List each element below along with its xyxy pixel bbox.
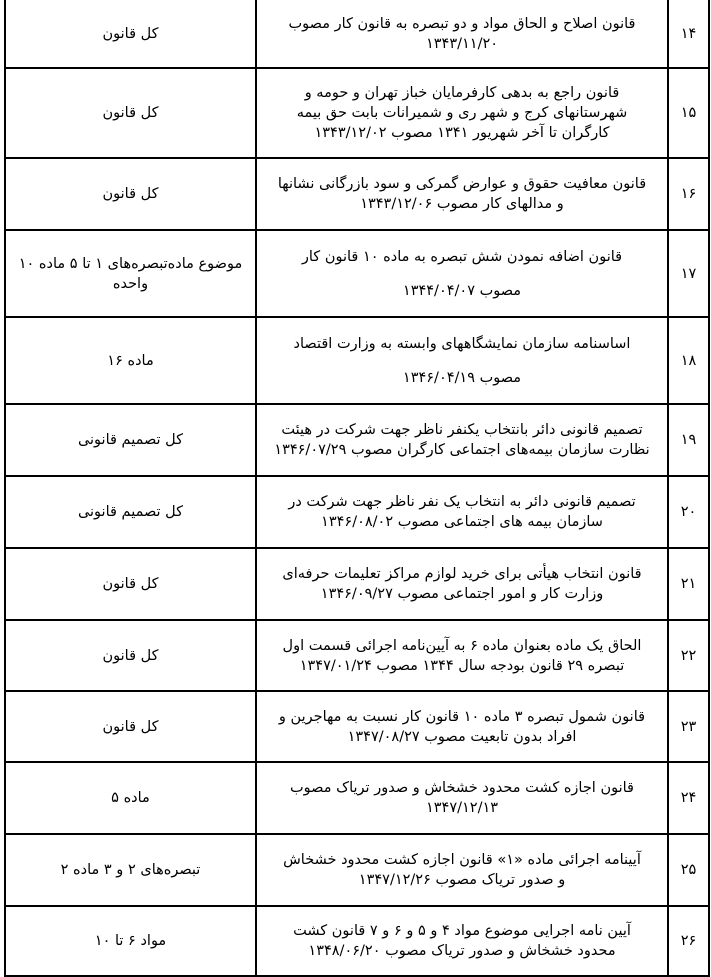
- row-number: ۱۷: [668, 230, 709, 317]
- law-title-line: قانون شمول تبصره ۳ ماده ۱۰ قانون کار نسبت به مهاجرین و: [278, 708, 646, 725]
- law-title-cell: [256, 476, 668, 548]
- scope-cell: کل تصمیم قانونی: [5, 476, 256, 548]
- law-title-cell: [256, 230, 668, 317]
- scope-cell: تبصره‌های ۲ و ۳ ماده ۲: [5, 834, 256, 906]
- law-title-line: و مدالهای کار مصوب ۱۳۴۳/۱۲/۰۶: [360, 196, 564, 212]
- table-row: [5, 230, 709, 317]
- row-number: ۲۲: [668, 620, 709, 691]
- scope-cell: موضوع ماده‌تبصره‌های ۱ تا ۵ ماده ۱۰ واحده: [5, 230, 256, 317]
- table-row: [5, 0, 709, 68]
- law-title-cell: [256, 620, 668, 691]
- law-title-cell: [256, 0, 668, 68]
- law-title-line: آیین نامه اجرایی موضوع مواد ۴ و ۵ و ۶ و ۷ قانون کشت: [293, 923, 631, 939]
- law-title-cell: [256, 158, 668, 230]
- scope-cell: کل قانون: [5, 68, 256, 158]
- table-row: [5, 548, 709, 620]
- table-row: [5, 691, 709, 762]
- law-title-line: تصمیم قانونی دائر بانتخاب یکنفر ناظر جهت شرکت در هیئت: [281, 422, 643, 438]
- row-number: ۲۶: [668, 906, 709, 976]
- law-title-cell: [256, 906, 668, 976]
- law-title-line: [259, 267, 665, 281]
- table-row: [5, 476, 709, 548]
- scope-cell: کل قانون: [5, 158, 256, 230]
- law-title-line: قانون معافیت حقوق و عوارض گمرکی و سود بازرگانی نشانها: [277, 176, 647, 192]
- row-number: ۱۹: [668, 404, 709, 476]
- law-title-cell: [256, 317, 668, 404]
- scope-cell: کل قانون: [5, 548, 256, 620]
- scope-cell: ماده ۱۶: [5, 317, 256, 404]
- law-title-line: [259, 354, 665, 368]
- law-title-cell: [256, 691, 668, 762]
- law-title-line: قانون انتخاب هیأتی برای خرید لوازم مراکز تعلیمات حرفه‌ای: [282, 566, 642, 582]
- row-number: ۲۵: [668, 834, 709, 906]
- table-row: [5, 404, 709, 476]
- law-title-line: ۱۳۴۳/۱۱/۲۰: [425, 35, 499, 52]
- law-title-line: الحاق یک ماده بعنوان ماده ۶ به آیین‌نامه اجرائی قسمت اول: [282, 637, 642, 654]
- law-title-line: کارگران تا آخر شهریور ۱۳۴۱ مصوب ۱۳۴۳/۱۲/۰۲: [314, 125, 610, 141]
- law-title-line: مصوب ۱۳۴۶/۰۴/۱۹: [402, 369, 522, 386]
- row-number: ۱۸: [668, 317, 709, 404]
- row-number: ۱۴: [668, 0, 709, 68]
- scope-cell: ماده ۵: [5, 762, 256, 834]
- law-title-cell: [256, 404, 668, 476]
- law-title-line: نظارت سازمان بیمه‌های اجتماعی کارگران مصوب ۱۳۴۶/۰۷/۲۹: [274, 442, 650, 458]
- row-number: ۱۶: [668, 158, 709, 230]
- law-title-line: محدود خشخاش و صدور تریاک مصوب ۱۳۴۸/۰۶/۲۰: [308, 943, 616, 959]
- scope-cell: کل قانون: [5, 620, 256, 691]
- law-title-cell: [256, 68, 668, 158]
- law-title-line: قانون اضافه نمودن شش تبصره به ماده ۱۰ قانون کار: [301, 248, 623, 265]
- scope-cell: مواد ۶ تا ۱۰: [5, 906, 256, 976]
- law-title-line: ۱۳۴۷/۱۲/۱۳: [425, 800, 499, 816]
- law-title-line: مصوب ۱۳۴۴/۰۴/۰۷: [402, 282, 522, 299]
- law-title-line: قانون راجع به بدهی کارفرمایان خباز تهران و حومه و: [304, 85, 620, 101]
- law-title-line: قانون اصلاح و الحاق مواد و دو تبصره به قانون کار مصوب: [288, 15, 636, 32]
- law-title-line: تصمیم قانونی دائر به انتخاب یک نفر ناظر جهت شرکت در: [288, 494, 636, 510]
- law-title-line: سازمان بیمه های اجتماعی مصوب ۱۳۴۶/۰۸/۰۲: [321, 514, 603, 530]
- table-row: [5, 906, 709, 976]
- scope-cell: کل قانون: [5, 0, 256, 68]
- laws-table-body: [5, 0, 709, 976]
- law-title-cell: [256, 762, 668, 834]
- law-title-line: آیینامه اجرائی ماده «۱» قانون اجازه کشت محدود خشخاش: [283, 852, 641, 868]
- table-row: [5, 158, 709, 230]
- table-row: [5, 762, 709, 834]
- law-title-cell: [256, 548, 668, 620]
- law-title-line: و صدور تریاک مصوب ۱۳۴۷/۱۲/۲۶: [358, 872, 566, 888]
- row-number: ۲۱: [668, 548, 709, 620]
- row-number: ۲۴: [668, 762, 709, 834]
- law-title-line: افراد بدون تابعیت مصوب ۱۳۴۷/۰۸/۲۷: [347, 728, 577, 745]
- law-title-line: قانون اجازه کشت محدود خشخاش و صدور تریاک مصوب: [290, 780, 634, 796]
- table-row: [5, 68, 709, 158]
- table-row: [5, 620, 709, 691]
- law-title-cell: [256, 834, 668, 906]
- law-title-line: وزارت کار و امور اجتماعی مصوب ۱۳۴۶/۰۹/۲۷: [320, 586, 604, 602]
- row-number: ۲۳: [668, 691, 709, 762]
- table-row: [5, 834, 709, 906]
- law-title-line: تبصره ۲۹ قانون بودجه سال ۱۳۴۴ مصوب ۱۳۴۷/۰۱/۲۴: [299, 657, 625, 674]
- row-number: ۲۰: [668, 476, 709, 548]
- scope-cell: کل قانون: [5, 691, 256, 762]
- scope-cell: کل تصمیم قانونی: [5, 404, 256, 476]
- table-row: [5, 317, 709, 404]
- law-title-line: اساسنامه سازمان نمایشگاههای وابسته به وزارت اقتصاد: [293, 335, 631, 352]
- row-number: ۱۵: [668, 68, 709, 158]
- laws-table: [4, 0, 710, 977]
- law-title-line: شهرستانهای کرج و شهر ری و شمیرانات بابت حق بیمه: [296, 105, 628, 121]
